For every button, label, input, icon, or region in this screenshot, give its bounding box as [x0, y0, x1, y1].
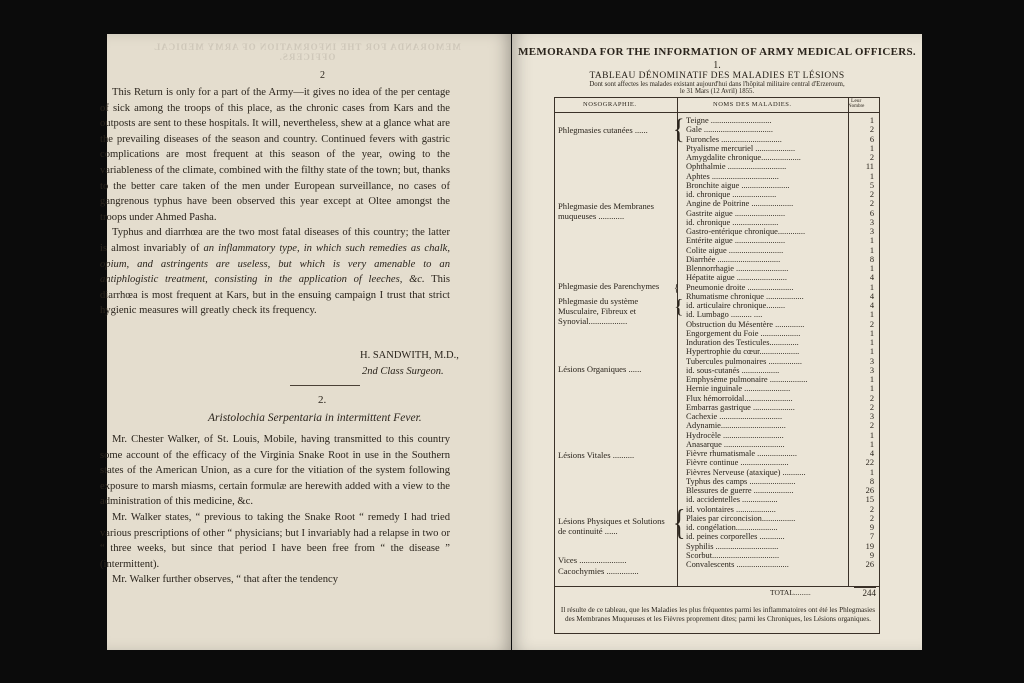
- disease-name: Gastrite aigue ........................: [686, 208, 786, 218]
- disease-name: Engorgement du Foie ...................: [686, 328, 801, 338]
- memoranda-header: MEMORANDA FOR THE INFORMATION OF ARMY MEDICAL OFFICERS.: [518, 46, 916, 58]
- disease-name: Hypertrophie du cœur...................: [686, 347, 800, 357]
- disease-name: Syphilis ..............................: [686, 541, 779, 551]
- disease-count: 7: [869, 532, 874, 542]
- category-musculaire: Phlegmasie du système Musculaire, Fibreux et Synovial..................: [558, 296, 639, 326]
- disease-count: 1: [869, 264, 874, 273]
- left-body-2: [100, 432, 450, 588]
- disease-name: Cachexie ..............................: [686, 412, 783, 421]
- brace-icon: {: [674, 283, 679, 294]
- disease-count: 9: [869, 550, 874, 560]
- disease-count: 1: [869, 338, 874, 347]
- paragraph-typhus: Typhus and diarrhœa are the two most fatal diseases of this country; the latter is almost invariably of an inflammatory type, in which such remedies as chalk, opium, and astringents are useless, but which is very amenable to an antiphlogistic treatment, consisting in the application of leeches, &c. This diarrhœa is most frequent at Kars, but in the ensuing campaign I trust that strict hygienic measures will greatly check its frequency.: [100, 227, 451, 317]
- total-label: TOTAL.........: [770, 588, 811, 597]
- left-body: [100, 85, 450, 319]
- disease-name: id. volontaires ...................: [686, 504, 776, 514]
- disease-count: 5: [869, 180, 874, 190]
- disease-count: 19: [865, 541, 874, 551]
- table-subtitle: Dont sont affectes les malades existant aujourd'hui dans l'hôpital militaire central d'Erzeroum,: [589, 81, 845, 88]
- disease-count: 2: [869, 319, 874, 329]
- disease-name: id. congélation....................: [686, 523, 778, 532]
- disease-name: id. sous-cutanés ..................: [686, 365, 780, 375]
- disease-count: 15: [865, 495, 874, 505]
- disease-count: 1: [869, 236, 874, 246]
- disease-name: id. peines corporelles ............: [686, 532, 785, 542]
- disease-count: 3: [869, 217, 874, 227]
- disease-name: Typhus des camps ......................: [686, 476, 796, 486]
- disease-count: 3: [869, 356, 874, 366]
- disease-count: 8: [869, 254, 874, 264]
- disease-name: Gale .................................: [686, 125, 773, 135]
- col-leur: Leur: [851, 98, 862, 104]
- disease-count: 2: [869, 153, 874, 162]
- paragraph-walker-states: Mr. Walker states, “ previous to taking the Snake Root “ remedy I had tried various prescriptions of other “ physicians; but I invariably had a relapse in two or “ three weeks, but since that period I have been free from “ the disease ” (intermittent).: [100, 511, 450, 570]
- disease-count: 2: [869, 513, 874, 523]
- disease-name: Embarras gastrique ....................: [686, 402, 795, 412]
- total-value: 244: [854, 587, 876, 598]
- disease-name: Scorbut................................: [686, 550, 780, 560]
- table-header: [555, 98, 879, 113]
- paragraph-walker: Mr. Chester Walker, of St. Louis, Mobile, having transmitted to this country some account of the efficacy of the Virginia Snake Root in use in the Southern states of the American Union, as a cure for the vitiation of the system following exposure to marsh miasms, certain formulæ are herewith added with a view to the administration of this medicine, &c.: [100, 434, 450, 508]
- disease-count: 11: [865, 162, 874, 172]
- disease-name: Ptyalisme mercuriel ...................: [686, 143, 796, 153]
- table-title: TABLEAU DÉNOMINATIF DES MALADIES ET LÉSIONS: [589, 71, 845, 81]
- paragraph-return: This Return is only for a part of the Army—it gives no idea of the per centage of sick among the troops of this place, as the chronic cases from Kars and the outposts are sent to these hospitals. It will, nevertheless, shew at a glance what are the prevailing diseases of the season and country. Continued fevers with gastric complications are most frequent at this season of the year, owing to the variableness of the climate, combined with the filthy state of the town; but, thanks to the better care taken of the men under European surveillance, no cases of gangrenous typhus have been observed this year except at Oltee amongst the troops under Ahmed Pasha.: [100, 87, 450, 223]
- table-footnote: Il résulte de ce tableau, que les Maladies les plus fréquentes parmi les inflammatoires ont été les Phlegmasies des Membranes Muqueuses et les Fièvres proprement dites; parmi les Chroniques, les Lésions organiques.: [560, 606, 876, 623]
- disease-count: 6: [869, 134, 874, 144]
- disease-name: Gastro-entérique chronique.............: [686, 227, 806, 236]
- table-date: le 31 Mars (12 Avril) 1855.: [679, 88, 755, 95]
- disease-count: 3: [869, 412, 874, 421]
- show-through-text: MEMORANDA FOR THE INFORMATION OF ARMY MEDICAL OFFICERS.: [153, 42, 461, 62]
- category-cacochymies: Cacochymies ...............: [558, 566, 639, 576]
- disease-count: 6: [869, 208, 874, 218]
- paragraph-walker-observes: Mr. Walker further observes, “ that after the tendency: [112, 574, 339, 586]
- disease-name: id. chronique .....................: [686, 190, 777, 199]
- disease-count: 4: [869, 291, 874, 301]
- category-vices: Vices ......................: [558, 555, 627, 565]
- disease-count: 2: [869, 190, 874, 199]
- category-physiques: Lésions Physiques et Solutions de continuité ......: [558, 516, 665, 536]
- section-number: 2.: [318, 394, 327, 406]
- disease-count: 1: [869, 430, 874, 440]
- disease-count: 1: [869, 171, 874, 181]
- disease-name: Hernie inguinale ......................: [686, 384, 791, 394]
- disease-name: id. articulaire chronique.........: [686, 301, 786, 310]
- disease-count: 1: [869, 143, 874, 153]
- disease-name: Aphtes ................................: [686, 171, 779, 181]
- disease-name: Entérite aigue ........................: [686, 236, 786, 246]
- disease-count: 26: [865, 560, 874, 569]
- disease-name: Blessures de guerre ...................: [686, 486, 794, 495]
- disease-count: 1: [869, 384, 874, 394]
- disease-count: 9: [869, 523, 874, 532]
- disease-name: Fièvre rhumatismale ...................: [686, 449, 797, 458]
- disease-name: Bronchite aigue .......................: [686, 180, 790, 190]
- brace-icon: {: [673, 114, 685, 146]
- disease-name: Amygdalite chronique...................: [686, 153, 801, 162]
- disease-count: 22: [865, 458, 874, 468]
- disease-count: 3: [869, 365, 874, 375]
- disease-count: 4: [869, 449, 874, 458]
- disease-name: Fièvres Nerveuse (ataxique) ...........: [686, 467, 806, 477]
- disease-count: 2: [869, 199, 874, 209]
- disease-count: 1: [869, 328, 874, 338]
- brace-icon: {: [673, 502, 686, 543]
- disease-name: Emphysème pulmonaire ..................: [686, 375, 808, 384]
- section-title: Aristolochia Serpentaria in intermittent Fever.: [208, 412, 422, 424]
- disease-name: Colite aigue ..........................: [686, 245, 784, 255]
- section-divider: [290, 385, 360, 386]
- disease-name: Obstruction du Mésentère ..............: [686, 319, 805, 329]
- signature: H. SANDWITH, M.D.,: [360, 350, 459, 361]
- disease-count: 4: [869, 273, 874, 283]
- disease-count: 8: [869, 476, 874, 486]
- disease-name: Blennorrhagie .........................: [686, 264, 789, 273]
- category-muqueuses: Phlegmasie des Membranes muqueuses ............: [558, 201, 654, 221]
- disease-count: 1: [869, 310, 874, 320]
- disease-name: Tubercules pulmonaires ................: [686, 356, 802, 366]
- disease-name: id. Lumbago .......... ....: [686, 310, 763, 320]
- disease-count: 1: [869, 282, 874, 292]
- disease-count: 2: [869, 393, 874, 403]
- disease-count: 2: [869, 421, 874, 431]
- disease-count: 1: [869, 116, 874, 125]
- disease-name: Induration des Testicules..............: [686, 338, 799, 347]
- disease-count: 26: [865, 486, 874, 495]
- col-nombre: Nombre: [848, 104, 865, 109]
- col-nosographie: NOSOGRAPHIE.: [583, 101, 637, 108]
- disease-name: Anasarque .............................: [686, 439, 785, 449]
- disease-name: Hépatite aigue ........................: [686, 273, 787, 283]
- disease-name: Convalescents .........................: [686, 560, 789, 569]
- disease-name: Diarrhée ..............................: [686, 254, 781, 264]
- disease-name: Flux hémorroïdal.......................: [686, 393, 793, 403]
- disease-name: Angine de Poitrine ....................: [686, 199, 794, 209]
- brace-icon: {: [674, 296, 684, 318]
- disease-count: 1: [869, 375, 874, 384]
- disease-name: Hydrocèle .............................: [686, 430, 784, 440]
- disease-name: Teigne .............................: [686, 116, 772, 125]
- disease-count: 1: [869, 245, 874, 255]
- disease-count: 1: [869, 467, 874, 477]
- disease-count: 3: [869, 227, 874, 236]
- disease-count: 4: [869, 301, 874, 310]
- disease-name: Adynamie...............................: [686, 421, 786, 431]
- disease-count: 2: [869, 402, 874, 412]
- category-organiques: Lésions Organiques ......: [558, 364, 642, 374]
- disease-name: Pneumonie droite ......................: [686, 282, 794, 292]
- category-parenchymes: Phlegmasie des Parenchymes: [558, 281, 660, 291]
- table-number: 1.: [713, 60, 721, 71]
- disease-count: 1: [869, 439, 874, 449]
- signature-title: 2nd Class Surgeon.: [362, 366, 444, 377]
- disease-name: Ophthalmie ............................: [686, 162, 787, 172]
- disease-name: id. accidentelles .................: [686, 495, 778, 505]
- disease-name: id. chronique ......................: [686, 217, 779, 227]
- category-cutanees: Phlegmasies cutanées ......: [558, 125, 648, 135]
- disease-count: 2: [869, 125, 874, 135]
- disease-name: Furoncles .............................: [686, 134, 782, 144]
- col-noms: NOMS DES MALADIES.: [713, 101, 792, 108]
- col-divider-2: [848, 98, 849, 587]
- disease-count: 1: [869, 347, 874, 357]
- page-number: 2: [320, 70, 325, 81]
- disease-name: Plaies par circoncision................: [686, 513, 796, 523]
- table-footer-rule: [555, 586, 879, 587]
- category-vitales: Lésions Vitales ..........: [558, 450, 635, 460]
- disease-count: 2: [869, 504, 874, 514]
- disease-name: Fièvre continue .......................: [686, 458, 789, 468]
- disease-name: Rhumatisme chronique ..................: [686, 291, 804, 301]
